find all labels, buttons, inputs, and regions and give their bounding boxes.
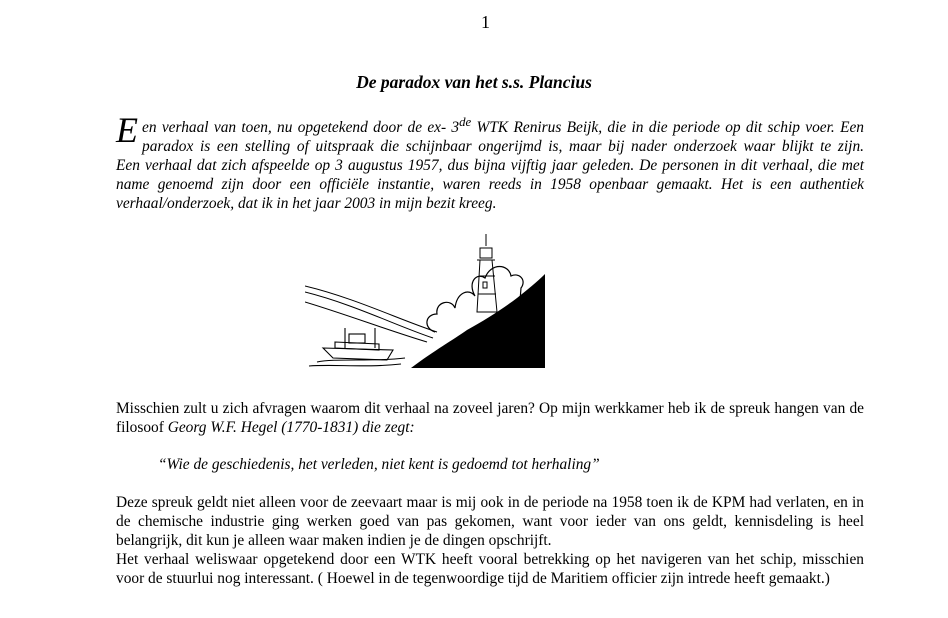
paragraph-2-body: Misschien zult u zich afvragen waarom dit verhaal na zoveel jaren? Op mijn werkkamer heb ik de spreuk hangen van de filosoof xyxy=(116,400,864,436)
intro-line-2: Een paradox is een stelling of uitspraak die schijnbaar ongerijmd is, maar bij nader onderzoek waar blijkt te zijn. xyxy=(142,119,864,156)
intro-superscript: de xyxy=(459,115,472,129)
paragraph-3: Deze spreuk geldt niet alleen voor de zeevaart maar is mij ook in de periode na 1958 toen ik de KPM had verlaten, en in de chemische industrie ging werken goed van pas gekomen, want voor ieder van ons geldt, kennisdeling is heel belangrijk, dit kun je alleen waar maken indien je de dingen opschrijft. xyxy=(116,494,864,549)
intro-line-1-rest: WTK Renirus Beijk, die in die periode op dit schip voer. xyxy=(471,119,835,137)
intro-paragraph-1 xyxy=(116,110,864,156)
intro-line-1: en verhaal van toen, nu opgetekend door de ex- 3 xyxy=(142,119,460,137)
ship xyxy=(309,328,405,366)
paragraph-2-text xyxy=(116,399,864,437)
hegel-name: Georg W.F. Hegel (1770-1831) die zegt: xyxy=(167,419,415,436)
wires xyxy=(305,286,437,342)
lighthouse-ship-illustration xyxy=(305,232,545,372)
hegel-quote: “Wie de geschiedenis, het verleden, niet kent is gedoemd tot herhaling” xyxy=(158,456,600,473)
page-number: 1 xyxy=(481,12,490,32)
paragraph-2 xyxy=(116,399,864,437)
intro-paragraph-2: Een verhaal dat zich afspeelde op 3 augustus 1957, dus bijna vijftig jaar geleden. De personen in dit verhaal, die met name genoemd zijn door een officiële instantie, waren reeds in 1958 openbaar gemaakt. Het is een authentiek verhaal/onderzoek, dat ik in het jaar 2003 in mijn bezit kreeg. xyxy=(116,157,864,213)
document-title: De paradox van het s.s. Plancius xyxy=(356,72,592,92)
paragraph-3-4 xyxy=(116,493,864,588)
paragraph-4: Het verhaal weliswaar opgetekend door een WTK heeft vooral betrekking op het navigeren van het schip, misschien voor de stuurlui nog interessant. ( Hoewel in de tegenwoordige tijd de Maritiem officier zijn intrede heeft gemaakt.) xyxy=(116,551,864,587)
intro-section xyxy=(116,110,864,213)
dropcap-letter: E xyxy=(116,110,138,150)
